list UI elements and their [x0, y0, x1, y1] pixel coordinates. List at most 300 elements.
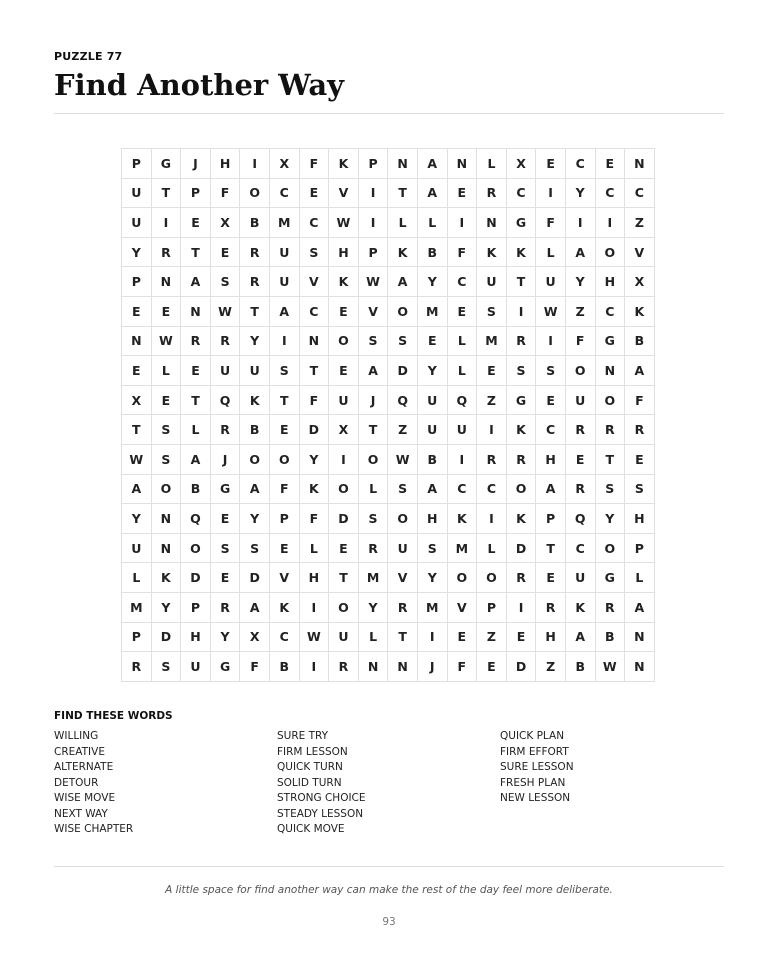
- grid-cell[interactable]: O: [565, 356, 595, 386]
- grid-cell[interactable]: F: [299, 504, 329, 534]
- grid-cell[interactable]: E: [536, 149, 566, 179]
- grid-cell[interactable]: O: [329, 592, 359, 622]
- grid-cell[interactable]: S: [210, 267, 240, 297]
- grid-cell[interactable]: Q: [447, 385, 477, 415]
- grid-cell[interactable]: E: [477, 652, 507, 682]
- grid-cell[interactable]: U: [417, 385, 447, 415]
- grid-cell[interactable]: R: [329, 652, 359, 682]
- grid-cell[interactable]: U: [122, 533, 152, 563]
- grid-cell[interactable]: T: [240, 296, 270, 326]
- grid-cell[interactable]: A: [122, 474, 152, 504]
- grid-cell[interactable]: M: [269, 208, 299, 238]
- grid-cell[interactable]: O: [269, 444, 299, 474]
- grid-cell[interactable]: N: [625, 149, 655, 179]
- grid-cell[interactable]: A: [181, 267, 211, 297]
- grid-cell[interactable]: P: [122, 149, 152, 179]
- grid-cell[interactable]: Y: [240, 504, 270, 534]
- grid-cell[interactable]: I: [358, 208, 388, 238]
- grid-cell[interactable]: R: [595, 592, 625, 622]
- grid-cell[interactable]: V: [625, 237, 655, 267]
- grid-cell[interactable]: K: [329, 149, 359, 179]
- grid-cell[interactable]: M: [417, 296, 447, 326]
- grid-cell[interactable]: F: [625, 385, 655, 415]
- grid-cell[interactable]: R: [477, 178, 507, 208]
- grid-cell[interactable]: D: [388, 356, 418, 386]
- grid-cell[interactable]: U: [565, 385, 595, 415]
- grid-cell[interactable]: U: [269, 237, 299, 267]
- grid-cell[interactable]: R: [565, 415, 595, 445]
- grid-cell[interactable]: I: [477, 504, 507, 534]
- grid-cell[interactable]: N: [447, 149, 477, 179]
- grid-cell[interactable]: H: [625, 504, 655, 534]
- grid-cell[interactable]: L: [151, 356, 181, 386]
- grid-cell[interactable]: L: [447, 356, 477, 386]
- grid-cell[interactable]: S: [151, 415, 181, 445]
- grid-cell[interactable]: R: [477, 444, 507, 474]
- grid-cell[interactable]: C: [506, 178, 536, 208]
- grid-cell[interactable]: W: [122, 444, 152, 474]
- grid-cell[interactable]: V: [299, 267, 329, 297]
- grid-cell[interactable]: E: [299, 178, 329, 208]
- grid-cell[interactable]: E: [122, 296, 152, 326]
- grid-cell[interactable]: R: [506, 444, 536, 474]
- grid-cell[interactable]: G: [595, 563, 625, 593]
- grid-cell[interactable]: Y: [417, 356, 447, 386]
- grid-cell[interactable]: E: [210, 563, 240, 593]
- grid-cell[interactable]: N: [299, 326, 329, 356]
- grid-cell[interactable]: O: [151, 474, 181, 504]
- grid-cell[interactable]: A: [417, 474, 447, 504]
- grid-cell[interactable]: X: [269, 149, 299, 179]
- grid-cell[interactable]: R: [625, 415, 655, 445]
- grid-cell[interactable]: L: [477, 533, 507, 563]
- grid-cell[interactable]: D: [506, 652, 536, 682]
- grid-cell[interactable]: J: [181, 149, 211, 179]
- grid-cell[interactable]: E: [329, 296, 359, 326]
- grid-cell[interactable]: M: [447, 533, 477, 563]
- grid-cell[interactable]: I: [358, 178, 388, 208]
- grid-cell[interactable]: X: [506, 149, 536, 179]
- grid-cell[interactable]: P: [122, 622, 152, 652]
- grid-cell[interactable]: L: [388, 208, 418, 238]
- grid-cell[interactable]: Y: [122, 504, 152, 534]
- grid-cell[interactable]: R: [506, 326, 536, 356]
- grid-cell[interactable]: U: [181, 652, 211, 682]
- grid-cell[interactable]: T: [151, 178, 181, 208]
- grid-cell[interactable]: H: [329, 237, 359, 267]
- grid-cell[interactable]: E: [210, 237, 240, 267]
- grid-cell[interactable]: O: [240, 178, 270, 208]
- grid-cell[interactable]: Y: [151, 592, 181, 622]
- grid-cell[interactable]: U: [565, 563, 595, 593]
- grid-cell[interactable]: E: [595, 149, 625, 179]
- grid-cell[interactable]: P: [122, 267, 152, 297]
- grid-cell[interactable]: B: [240, 415, 270, 445]
- grid-cell[interactable]: K: [388, 237, 418, 267]
- grid-cell[interactable]: S: [506, 356, 536, 386]
- grid-cell[interactable]: R: [595, 415, 625, 445]
- grid-cell[interactable]: E: [625, 444, 655, 474]
- grid-cell[interactable]: N: [151, 504, 181, 534]
- grid-cell[interactable]: T: [536, 533, 566, 563]
- grid-cell[interactable]: E: [506, 622, 536, 652]
- grid-cell[interactable]: R: [240, 267, 270, 297]
- grid-cell[interactable]: T: [122, 415, 152, 445]
- grid-cell[interactable]: E: [181, 356, 211, 386]
- grid-cell[interactable]: S: [477, 296, 507, 326]
- grid-cell[interactable]: C: [269, 622, 299, 652]
- grid-cell[interactable]: B: [240, 208, 270, 238]
- grid-cell[interactable]: F: [240, 652, 270, 682]
- grid-cell[interactable]: Y: [417, 563, 447, 593]
- grid-cell[interactable]: B: [625, 326, 655, 356]
- grid-cell[interactable]: N: [625, 622, 655, 652]
- grid-cell[interactable]: E: [536, 385, 566, 415]
- grid-cell[interactable]: W: [210, 296, 240, 326]
- grid-cell[interactable]: A: [417, 149, 447, 179]
- grid-cell[interactable]: S: [417, 533, 447, 563]
- grid-cell[interactable]: I: [506, 296, 536, 326]
- grid-cell[interactable]: O: [388, 504, 418, 534]
- grid-cell[interactable]: K: [506, 237, 536, 267]
- grid-cell[interactable]: F: [269, 474, 299, 504]
- grid-cell[interactable]: I: [269, 326, 299, 356]
- grid-cell[interactable]: S: [269, 356, 299, 386]
- grid-cell[interactable]: Y: [299, 444, 329, 474]
- grid-cell[interactable]: T: [506, 267, 536, 297]
- grid-cell[interactable]: G: [210, 474, 240, 504]
- grid-cell[interactable]: D: [506, 533, 536, 563]
- grid-cell[interactable]: D: [329, 504, 359, 534]
- grid-cell[interactable]: X: [210, 208, 240, 238]
- grid-cell[interactable]: W: [358, 267, 388, 297]
- grid-cell[interactable]: Y: [595, 504, 625, 534]
- grid-cell[interactable]: V: [329, 178, 359, 208]
- grid-cell[interactable]: A: [536, 474, 566, 504]
- grid-cell[interactable]: S: [151, 652, 181, 682]
- grid-cell[interactable]: O: [595, 533, 625, 563]
- grid-cell[interactable]: V: [358, 296, 388, 326]
- grid-cell[interactable]: R: [122, 652, 152, 682]
- grid-cell[interactable]: Y: [565, 178, 595, 208]
- grid-cell[interactable]: S: [625, 474, 655, 504]
- grid-cell[interactable]: Z: [477, 385, 507, 415]
- grid-cell[interactable]: E: [477, 356, 507, 386]
- grid-cell[interactable]: X: [122, 385, 152, 415]
- grid-cell[interactable]: S: [388, 326, 418, 356]
- grid-cell[interactable]: L: [477, 149, 507, 179]
- grid-cell[interactable]: P: [181, 178, 211, 208]
- grid-cell[interactable]: Y: [122, 237, 152, 267]
- grid-cell[interactable]: Q: [210, 385, 240, 415]
- grid-cell[interactable]: N: [181, 296, 211, 326]
- grid-cell[interactable]: A: [417, 178, 447, 208]
- grid-cell[interactable]: H: [536, 444, 566, 474]
- grid-cell[interactable]: P: [269, 504, 299, 534]
- grid-cell[interactable]: U: [122, 178, 152, 208]
- grid-cell[interactable]: S: [388, 474, 418, 504]
- grid-cell[interactable]: S: [536, 356, 566, 386]
- grid-cell[interactable]: O: [329, 474, 359, 504]
- grid-cell[interactable]: R: [210, 415, 240, 445]
- grid-cell[interactable]: S: [151, 444, 181, 474]
- grid-cell[interactable]: O: [329, 326, 359, 356]
- grid-cell[interactable]: Z: [625, 208, 655, 238]
- grid-cell[interactable]: I: [536, 326, 566, 356]
- grid-cell[interactable]: P: [181, 592, 211, 622]
- grid-cell[interactable]: X: [329, 415, 359, 445]
- grid-cell[interactable]: T: [181, 385, 211, 415]
- grid-cell[interactable]: E: [269, 415, 299, 445]
- grid-cell[interactable]: E: [447, 178, 477, 208]
- grid-cell[interactable]: T: [329, 563, 359, 593]
- grid-cell[interactable]: I: [595, 208, 625, 238]
- grid-cell[interactable]: Q: [181, 504, 211, 534]
- grid-cell[interactable]: I: [240, 149, 270, 179]
- grid-cell[interactable]: C: [565, 149, 595, 179]
- grid-cell[interactable]: K: [240, 385, 270, 415]
- grid-cell[interactable]: W: [536, 296, 566, 326]
- grid-cell[interactable]: K: [151, 563, 181, 593]
- grid-cell[interactable]: R: [536, 592, 566, 622]
- grid-cell[interactable]: S: [299, 237, 329, 267]
- grid-cell[interactable]: N: [595, 356, 625, 386]
- grid-cell[interactable]: A: [269, 296, 299, 326]
- grid-cell[interactable]: P: [536, 504, 566, 534]
- grid-cell[interactable]: A: [240, 592, 270, 622]
- grid-cell[interactable]: A: [565, 237, 595, 267]
- grid-cell[interactable]: R: [181, 326, 211, 356]
- grid-cell[interactable]: N: [477, 208, 507, 238]
- grid-cell[interactable]: B: [181, 474, 211, 504]
- grid-cell[interactable]: N: [625, 652, 655, 682]
- grid-cell[interactable]: S: [595, 474, 625, 504]
- grid-cell[interactable]: Z: [477, 622, 507, 652]
- grid-cell[interactable]: A: [240, 474, 270, 504]
- grid-cell[interactable]: E: [210, 504, 240, 534]
- grid-cell[interactable]: K: [565, 592, 595, 622]
- grid-cell[interactable]: K: [447, 504, 477, 534]
- grid-cell[interactable]: H: [536, 622, 566, 652]
- grid-cell[interactable]: O: [358, 444, 388, 474]
- grid-cell[interactable]: B: [417, 237, 447, 267]
- grid-cell[interactable]: W: [388, 444, 418, 474]
- grid-cell[interactable]: T: [299, 356, 329, 386]
- grid-cell[interactable]: U: [210, 356, 240, 386]
- grid-cell[interactable]: E: [329, 356, 359, 386]
- grid-cell[interactable]: N: [122, 326, 152, 356]
- grid-cell[interactable]: C: [565, 533, 595, 563]
- grid-cell[interactable]: B: [417, 444, 447, 474]
- grid-cell[interactable]: O: [595, 385, 625, 415]
- grid-cell[interactable]: A: [358, 356, 388, 386]
- grid-cell[interactable]: L: [625, 563, 655, 593]
- grid-cell[interactable]: G: [210, 652, 240, 682]
- grid-cell[interactable]: O: [477, 563, 507, 593]
- grid-cell[interactable]: M: [358, 563, 388, 593]
- grid-cell[interactable]: K: [329, 267, 359, 297]
- grid-cell[interactable]: D: [240, 563, 270, 593]
- grid-cell[interactable]: E: [329, 533, 359, 563]
- grid-cell[interactable]: V: [388, 563, 418, 593]
- grid-cell[interactable]: N: [358, 652, 388, 682]
- grid-cell[interactable]: T: [181, 237, 211, 267]
- grid-cell[interactable]: A: [625, 356, 655, 386]
- grid-cell[interactable]: J: [417, 652, 447, 682]
- grid-cell[interactable]: O: [388, 296, 418, 326]
- grid-cell[interactable]: A: [565, 622, 595, 652]
- grid-cell[interactable]: I: [477, 415, 507, 445]
- grid-cell[interactable]: C: [477, 474, 507, 504]
- grid-cell[interactable]: C: [595, 178, 625, 208]
- grid-cell[interactable]: I: [447, 444, 477, 474]
- grid-cell[interactable]: L: [536, 237, 566, 267]
- grid-cell[interactable]: S: [358, 326, 388, 356]
- grid-cell[interactable]: T: [269, 385, 299, 415]
- grid-cell[interactable]: K: [299, 474, 329, 504]
- grid-cell[interactable]: G: [151, 149, 181, 179]
- grid-cell[interactable]: E: [151, 296, 181, 326]
- grid-cell[interactable]: W: [151, 326, 181, 356]
- grid-cell[interactable]: H: [299, 563, 329, 593]
- grid-cell[interactable]: C: [536, 415, 566, 445]
- grid-cell[interactable]: L: [358, 622, 388, 652]
- grid-cell[interactable]: W: [299, 622, 329, 652]
- grid-cell[interactable]: I: [506, 592, 536, 622]
- grid-cell[interactable]: L: [358, 474, 388, 504]
- grid-cell[interactable]: K: [506, 504, 536, 534]
- grid-cell[interactable]: P: [477, 592, 507, 622]
- grid-cell[interactable]: A: [625, 592, 655, 622]
- grid-cell[interactable]: I: [565, 208, 595, 238]
- grid-cell[interactable]: A: [388, 267, 418, 297]
- grid-cell[interactable]: U: [122, 208, 152, 238]
- grid-cell[interactable]: K: [477, 237, 507, 267]
- grid-cell[interactable]: A: [181, 444, 211, 474]
- grid-cell[interactable]: E: [122, 356, 152, 386]
- grid-cell[interactable]: R: [565, 474, 595, 504]
- grid-cell[interactable]: F: [536, 208, 566, 238]
- grid-cell[interactable]: N: [151, 533, 181, 563]
- grid-cell[interactable]: R: [151, 237, 181, 267]
- grid-cell[interactable]: D: [299, 415, 329, 445]
- grid-cell[interactable]: O: [240, 444, 270, 474]
- grid-cell[interactable]: G: [506, 208, 536, 238]
- grid-cell[interactable]: C: [299, 208, 329, 238]
- grid-cell[interactable]: Y: [565, 267, 595, 297]
- grid-cell[interactable]: I: [536, 178, 566, 208]
- grid-cell[interactable]: R: [210, 326, 240, 356]
- grid-cell[interactable]: U: [329, 622, 359, 652]
- grid-cell[interactable]: Z: [565, 296, 595, 326]
- grid-cell[interactable]: N: [151, 267, 181, 297]
- grid-cell[interactable]: U: [536, 267, 566, 297]
- grid-cell[interactable]: L: [181, 415, 211, 445]
- grid-cell[interactable]: M: [477, 326, 507, 356]
- grid-cell[interactable]: L: [299, 533, 329, 563]
- grid-cell[interactable]: W: [329, 208, 359, 238]
- grid-cell[interactable]: R: [388, 592, 418, 622]
- grid-cell[interactable]: V: [447, 592, 477, 622]
- grid-cell[interactable]: I: [299, 592, 329, 622]
- grid-cell[interactable]: I: [151, 208, 181, 238]
- grid-cell[interactable]: I: [417, 622, 447, 652]
- grid-cell[interactable]: K: [625, 296, 655, 326]
- grid-cell[interactable]: U: [388, 533, 418, 563]
- grid-cell[interactable]: L: [417, 208, 447, 238]
- grid-cell[interactable]: U: [329, 385, 359, 415]
- grid-cell[interactable]: U: [417, 415, 447, 445]
- grid-cell[interactable]: R: [210, 592, 240, 622]
- grid-cell[interactable]: D: [181, 563, 211, 593]
- grid-cell[interactable]: U: [269, 267, 299, 297]
- grid-cell[interactable]: F: [447, 652, 477, 682]
- grid-cell[interactable]: E: [536, 563, 566, 593]
- grid-cell[interactable]: S: [240, 533, 270, 563]
- grid-cell[interactable]: U: [477, 267, 507, 297]
- grid-cell[interactable]: F: [565, 326, 595, 356]
- grid-cell[interactable]: Q: [388, 385, 418, 415]
- grid-cell[interactable]: E: [565, 444, 595, 474]
- grid-cell[interactable]: G: [595, 326, 625, 356]
- grid-cell[interactable]: E: [181, 208, 211, 238]
- grid-cell[interactable]: Y: [417, 267, 447, 297]
- grid-cell[interactable]: Y: [210, 622, 240, 652]
- grid-cell[interactable]: T: [388, 622, 418, 652]
- grid-cell[interactable]: I: [447, 208, 477, 238]
- grid-cell[interactable]: P: [625, 533, 655, 563]
- grid-cell[interactable]: I: [329, 444, 359, 474]
- grid-cell[interactable]: H: [210, 149, 240, 179]
- grid-cell[interactable]: O: [506, 474, 536, 504]
- grid-cell[interactable]: B: [565, 652, 595, 682]
- grid-cell[interactable]: Z: [388, 415, 418, 445]
- grid-cell[interactable]: S: [210, 533, 240, 563]
- grid-cell[interactable]: F: [447, 237, 477, 267]
- grid-cell[interactable]: E: [417, 326, 447, 356]
- grid-cell[interactable]: E: [269, 533, 299, 563]
- grid-cell[interactable]: C: [625, 178, 655, 208]
- grid-cell[interactable]: D: [151, 622, 181, 652]
- grid-cell[interactable]: P: [358, 149, 388, 179]
- grid-cell[interactable]: H: [181, 622, 211, 652]
- grid-cell[interactable]: B: [595, 622, 625, 652]
- grid-cell[interactable]: M: [122, 592, 152, 622]
- grid-cell[interactable]: P: [358, 237, 388, 267]
- grid-cell[interactable]: Q: [565, 504, 595, 534]
- grid-cell[interactable]: E: [447, 622, 477, 652]
- grid-cell[interactable]: N: [388, 149, 418, 179]
- grid-cell[interactable]: J: [210, 444, 240, 474]
- grid-cell[interactable]: Y: [358, 592, 388, 622]
- grid-cell[interactable]: O: [181, 533, 211, 563]
- grid-cell[interactable]: H: [417, 504, 447, 534]
- grid-cell[interactable]: W: [595, 652, 625, 682]
- grid-cell[interactable]: O: [595, 237, 625, 267]
- grid-cell[interactable]: F: [299, 149, 329, 179]
- grid-cell[interactable]: J: [358, 385, 388, 415]
- grid-cell[interactable]: T: [358, 415, 388, 445]
- grid-cell[interactable]: E: [447, 296, 477, 326]
- grid-cell[interactable]: I: [299, 652, 329, 682]
- grid-cell[interactable]: K: [269, 592, 299, 622]
- grid-cell[interactable]: Y: [240, 326, 270, 356]
- grid-cell[interactable]: Z: [536, 652, 566, 682]
- grid-cell[interactable]: F: [210, 178, 240, 208]
- grid-cell[interactable]: H: [595, 267, 625, 297]
- grid-cell[interactable]: U: [240, 356, 270, 386]
- grid-cell[interactable]: V: [269, 563, 299, 593]
